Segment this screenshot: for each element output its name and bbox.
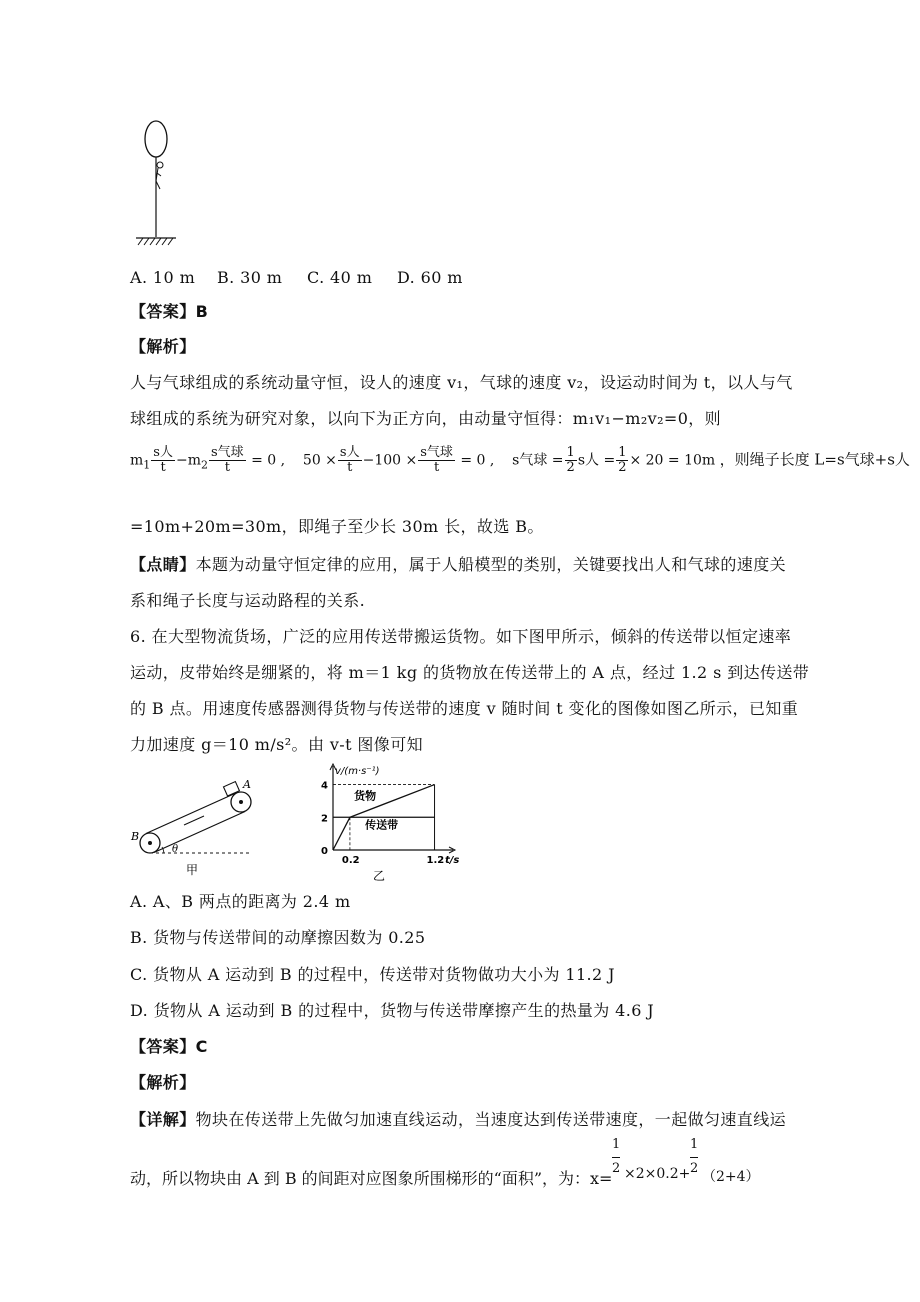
belt-arrow [184,816,204,825]
q5-analysis-line4: =10m+20m=30m，即绳子至少长 30m 长，故选 B。 [130,517,544,536]
q6-option-b: B. 货物与传送带间的动摩擦因数为 0.25 [130,928,426,947]
y-tick-label: 2 [321,813,328,825]
balloon-figure [130,115,190,250]
person-head [157,162,163,168]
frac-half-1: 1 2 [612,1137,621,1176]
angle-theta: θ [172,844,179,855]
balloon-options [130,268,463,288]
q5-comment-line1: 【点睛】本题为动量守恒定律的应用，属于人船模型的类别，关键要找出人和气球的速度关 [130,555,787,574]
q6-answer: 【答案】C [130,1037,208,1056]
label-a: A [243,778,251,791]
option-a: A. 10 m [130,268,196,287]
conveyor-figure [128,780,258,880]
x-tick-label: 1.2 [426,855,445,866]
belt-top [146,793,237,834]
option-c: C. 40 m [307,268,373,287]
person-body [156,168,161,189]
roller-b-axle [148,841,152,845]
q5-analysis-label: 【解析】 [130,337,196,356]
x-tick-label: 0.2 [341,855,360,866]
q6-stem-line3: 的 B 点。用速度传感器测得货物与传送带的速度 v 随时间 t 变化的图像如图乙所示，已知重 [130,699,799,718]
q5-comment-line2: 系和绳子长度与运动路程的关系. [130,591,366,610]
annotation-belt: 传送带 [365,818,399,832]
y-tick-label: 0 [321,846,328,857]
ground-hatch [138,238,173,245]
q5-analysis-line2: 球组成的系统为研究对象，以向下为正方向，由动量守恒得：m₁v₁−m₂v₂=0，则 [130,409,722,428]
y-axis-label: v/(m·s⁻¹) [335,766,380,777]
x-axis-label: t/s [445,855,460,866]
q6-analysis-label: 【解析】 [130,1073,196,1092]
q6-detail-line2: 动，所以物块由 A 到 B 的间距对应图象所围梯形的“面积”，为：x= 1 2 ×2×0.2+ 1 2 （2+4） [130,1137,760,1188]
cargo-box [223,782,239,796]
q6-detail-line1: 【详解】物块在传送带上先做匀加速直线运动，当速度达到传送带速度，一起做匀速直线运 [130,1110,787,1129]
momentum-equation: $m_1$ $\frac{\text{s人}}{t}$ $-m_2$ $\frac{\text{s气球}}{t}$ = 0 , 50 × $\frac{\text{s人}}{t}$ −100 × $\frac{\text{s气球}}{t}$ = 0 , s气球 = $\frac{1}{2}$ s人 = $\frac{1}{2}$ × 20 = 10m ，则绳子长度 L=s气球+s人 [130,445,910,475]
annotation-cargo: 货物 [354,789,377,803]
q6-stem-line2: 运动，皮带始终是绷紧的，将 m＝1 kg 的货物放在传送带上的 A 点，经过 1.2 s 到达传送带 [130,663,810,682]
q6-option-d: D. 货物从 A 运动到 B 的过程中，货物与传送带摩擦产生的热量为 4.6 J [130,1001,655,1020]
q5-analysis-line1: 人与气球组成的系统动量守恒，设人的速度 v₁，气球的速度 v₂，设运动时间为 t，以人与气 [130,373,793,392]
vt-chart [305,758,460,888]
option-b: B. 30 m [217,268,283,287]
label-b: B [131,830,140,843]
frac-half-2: 1 2 [690,1137,699,1176]
q5-answer: 【答案】B [130,302,209,321]
y-tick-label: 4 [321,780,328,792]
q6-stem-line1: 6. 在大型物流货场，广泛的应用传送带搬运货物。如下图甲所示，倾斜的传送带以恒定速率 [130,627,792,646]
q6-option-c: C. 货物从 A 运动到 B 的过程中，传送带对货物做功大小为 11.2 J [130,965,615,984]
q6-stem-line4: 力加速度 g＝10 m/s²。由 v-t 图像可知 [130,735,424,754]
roller-a-axle [239,800,243,804]
option-d: D. 60 m [397,268,463,287]
q6-option-a: A. A、B 两点的距离为 2.4 m [130,892,351,911]
caption-jia: 甲 [186,863,199,877]
caption-yi: 乙 [373,869,386,883]
balloon-shape [145,121,167,157]
